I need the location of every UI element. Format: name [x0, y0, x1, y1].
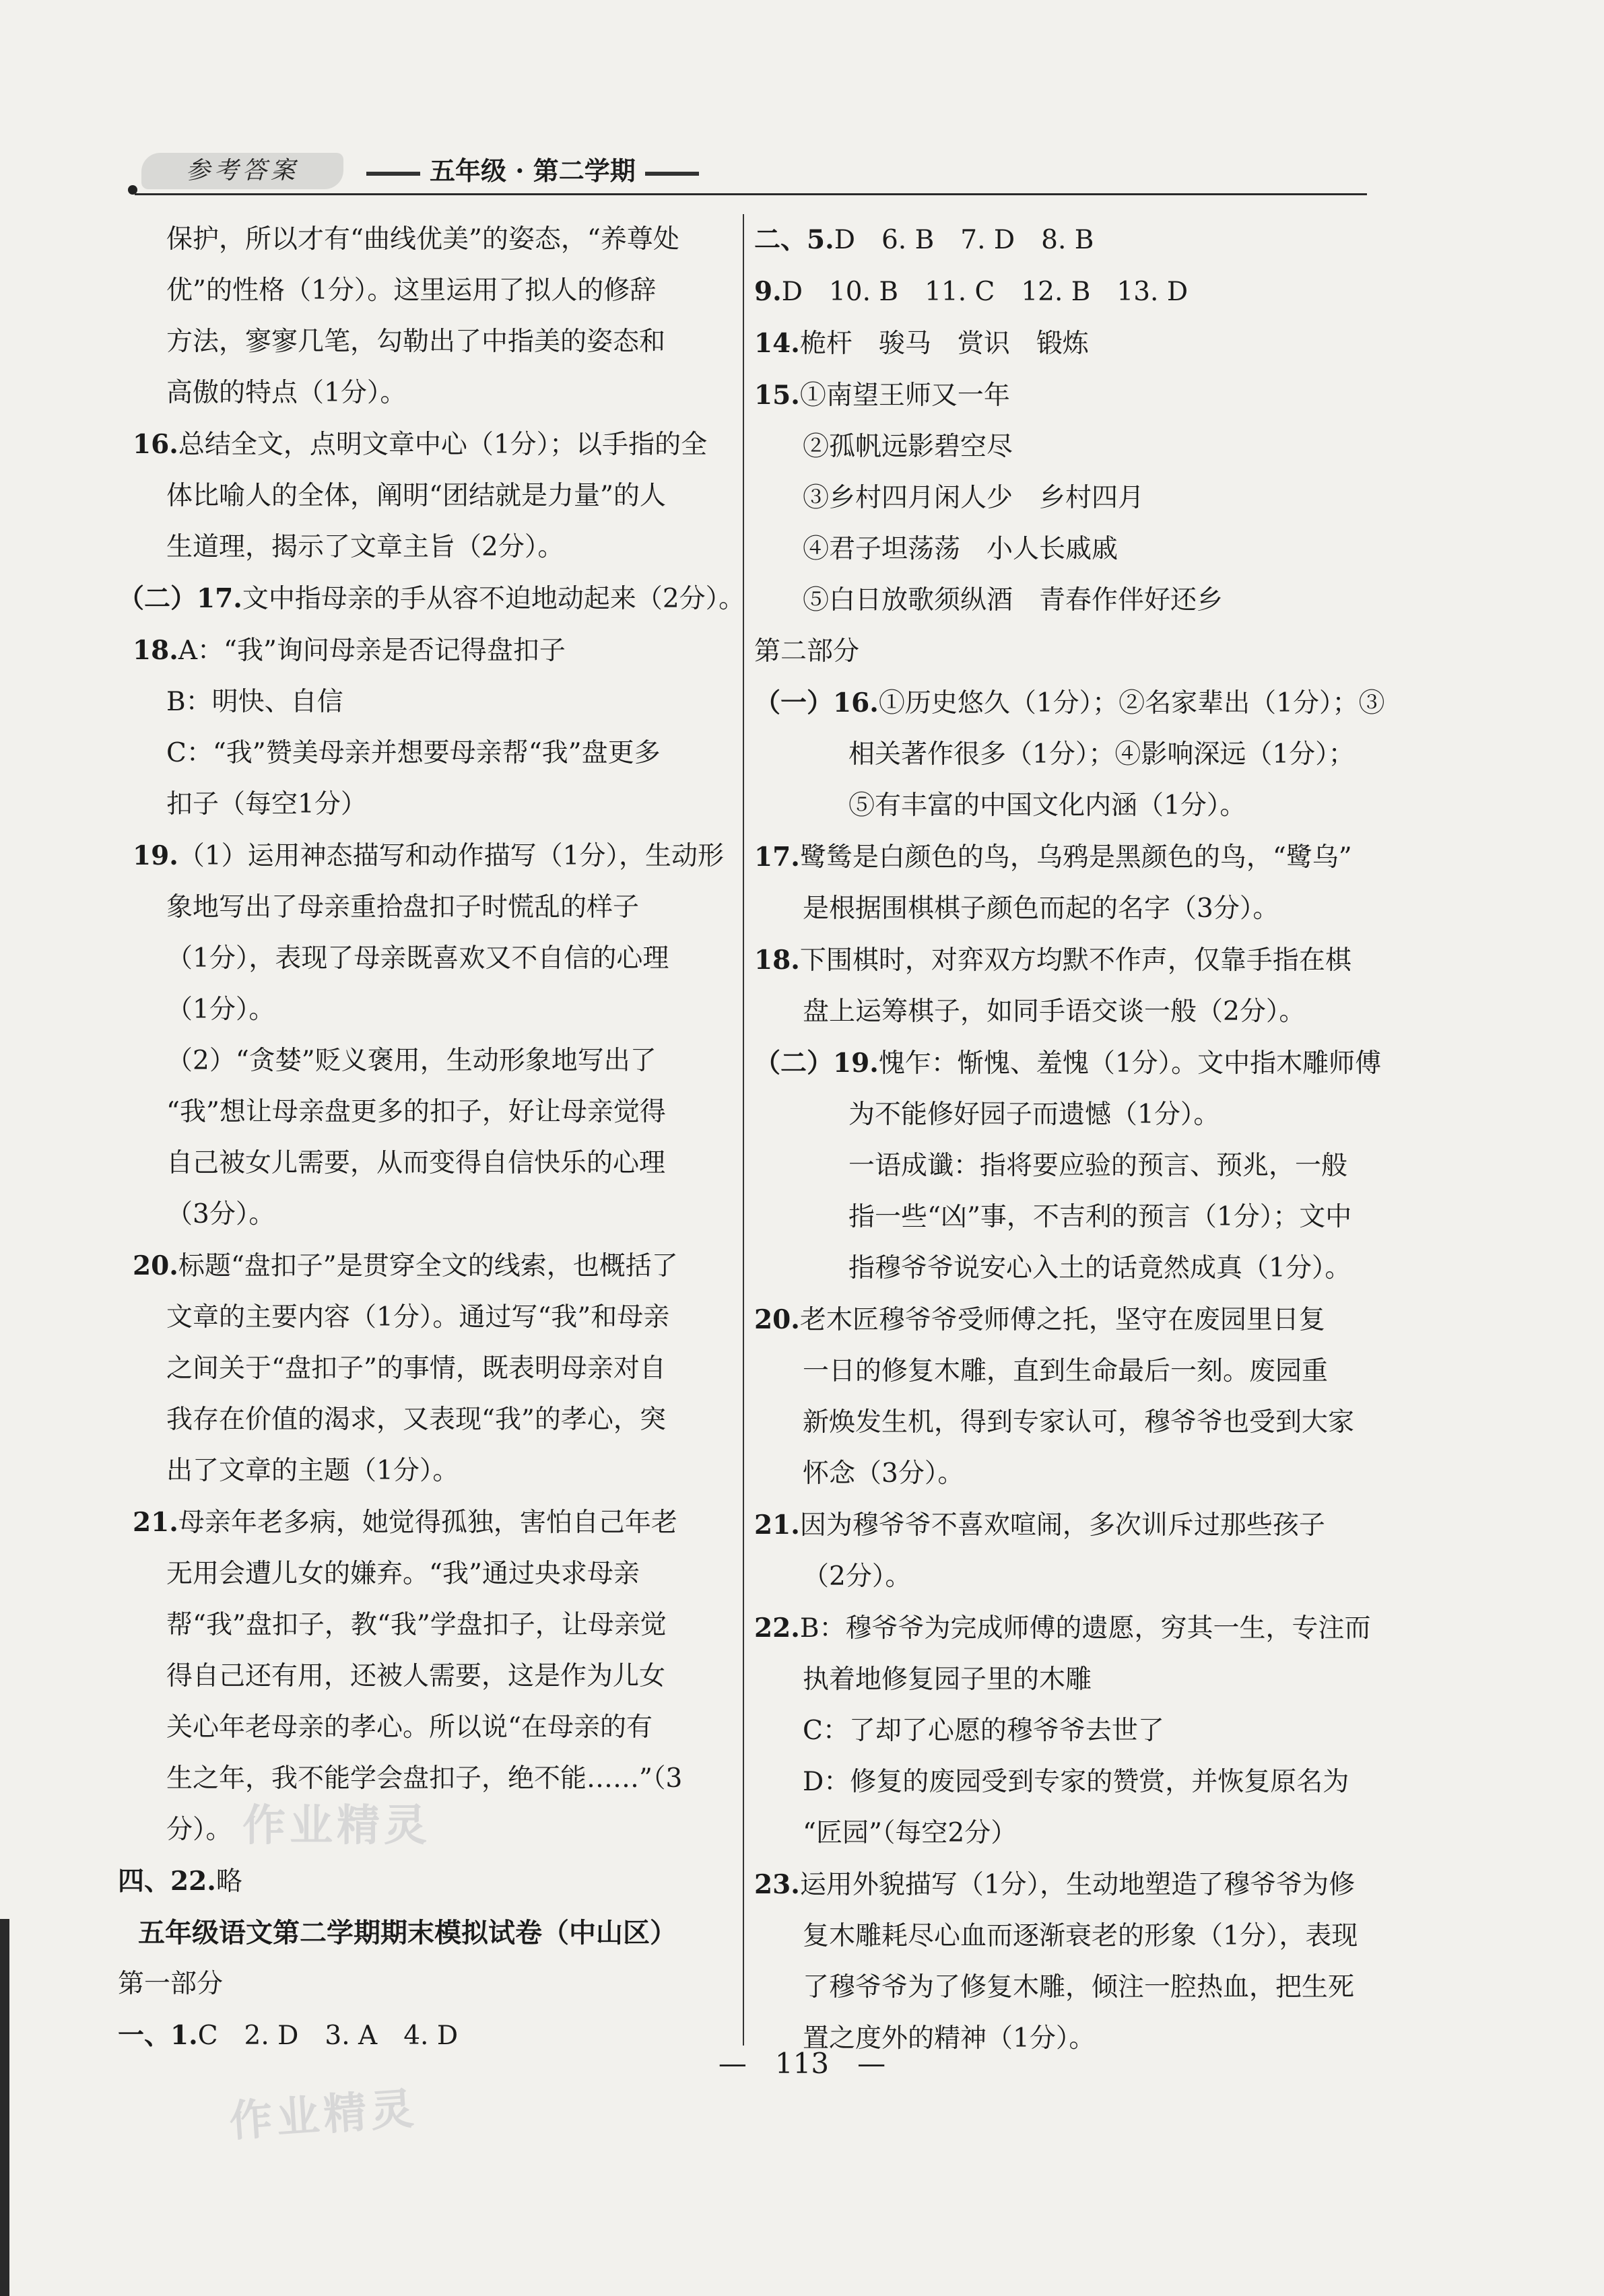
answer-text: 复木雕耗尽心血而逐渐衰老的形象（1分），表现 [803, 1921, 1358, 1951]
answer-text: 鹭鸶是白颜色的鸟，乌鸦是黑颜色的鸟，“鹭乌” [799, 842, 1352, 873]
answer-line [754, 575, 1380, 626]
answer-text: D：修复的废园受到专家的赞赏，并恢复原名为 [803, 1767, 1349, 1797]
answer-line [118, 1651, 737, 1702]
answer-text: 下围棋时，对弈双方均默不作声，仅靠手指在棋 [799, 945, 1351, 976]
answer-text: （3分）。 [166, 1199, 275, 1229]
answer-text: 之间关于“盘扣子”的事情，既表明母亲对自 [166, 1353, 666, 1384]
answer-text: 因为穆爷爷不喜欢喧闹，多次训斥过那些孩子 [799, 1510, 1325, 1541]
question-number: 15. [754, 380, 800, 411]
answer-text: 帮“我”盘扣子，教“我”学盘扣子，让母亲觉 [166, 1610, 667, 1640]
answer-line [754, 1294, 1380, 1346]
page-number: — 113 — [718, 2047, 886, 2080]
dash-left [366, 172, 420, 176]
answer-line [754, 729, 1380, 780]
answer-line [118, 1497, 737, 1549]
answer-text: 桅杆 骏马 赏识 锻炼 [799, 329, 1089, 359]
answer-text: “匠园”（每空2分） [803, 1818, 1017, 1848]
answer-text: 略 [215, 1866, 242, 1897]
answer-line [118, 368, 737, 419]
answer-line [118, 677, 737, 728]
answer-line [754, 266, 1380, 318]
question-number: 23. [754, 1869, 800, 1900]
answer-text: 执着地修复园子里的木雕 [803, 1664, 1092, 1695]
answer-text: C：“我”赞美母亲并想要母亲帮“我”盘更多 [166, 738, 661, 768]
answer-line [754, 1706, 1380, 1757]
answer-line [754, 1346, 1380, 1397]
answer-text: 生道理，揭示了文章主旨（2分）。 [166, 532, 564, 562]
question-number: 20. [754, 1304, 800, 1335]
answer-line [118, 1702, 737, 1753]
answer-line [118, 1087, 737, 1138]
answer-line [754, 677, 1385, 729]
answer-line [754, 214, 1380, 266]
answer-text: 第一部分 [118, 1969, 224, 1999]
answer-line [754, 1551, 1380, 1602]
answer-text: 我存在价值的渴求，又表现“我”的孝心，突 [166, 1405, 666, 1435]
answer-text: 关心年老母亲的孝心。所以说“在母亲的有 [166, 1712, 653, 1743]
answer-text: B：穆爷爷为完成师傅的遗愿，穷其一生，专注而 [799, 1613, 1371, 1644]
answer-text: 愧乍：惭愧、羞愧（1分）。文中指木雕师傅 [878, 1048, 1382, 1079]
answer-text: 一日的修复木雕，直到生命最后一刻。废园重 [803, 1356, 1329, 1386]
answer-text: 相关著作很多（1分）；④影响深远（1分）； [848, 739, 1355, 770]
answer-line [118, 625, 737, 677]
answer-text: 高傲的特点（1分）。 [166, 378, 407, 408]
question-number: 14. [754, 328, 800, 359]
answer-line [118, 779, 737, 830]
answer-line [118, 573, 745, 625]
answer-line [118, 1549, 737, 1600]
scan-edge [0, 1919, 9, 2296]
answer-text: 盘上运筹棋子，如同手语交谈一般（2分）。 [803, 997, 1306, 1027]
answer-text: ⑤有丰富的中国文化内涵（1分）。 [848, 790, 1246, 821]
watermark: 作业精灵 [228, 2083, 420, 2147]
answer-line [754, 1192, 1380, 1243]
watermark: 作业精灵 [242, 1800, 431, 1851]
answer-text: 指一些“凶”事，不吉利的预言（1分）；文中 [848, 1202, 1352, 1232]
answer-line [118, 1959, 737, 2010]
answer-line [118, 830, 737, 882]
answer-line [754, 524, 1380, 575]
answer-line [118, 214, 737, 265]
answer-line [754, 1448, 1380, 1499]
answer-text: 象地写出了母亲重拾盘扣子时慌乱的样子 [166, 892, 640, 922]
question-number: 16. [133, 429, 178, 460]
question-number: 21. [754, 1510, 800, 1541]
answer-line [754, 1808, 1380, 1859]
answer-text: ③乡村四月闲人少 乡村四月 [803, 483, 1145, 513]
answer-text: 无用会遭儿女的嫌弃。“我”通过央求母亲 [166, 1559, 640, 1589]
answer-text: B：明快、自信 [166, 687, 343, 717]
question-number: 一、1. [118, 2020, 198, 2051]
answer-line [118, 1343, 737, 1394]
question-number: 二、5. [754, 224, 834, 255]
answer-line [118, 984, 737, 1036]
answer-line [118, 522, 737, 573]
answer-text: 自己被女儿需要，从而变得自信快乐的心理 [166, 1148, 666, 1178]
answer-text: 文中指母亲的手从容不迫地动起来（2分）。 [242, 584, 745, 614]
answer-line [118, 1856, 737, 1907]
answer-line [754, 1243, 1380, 1294]
answer-text: 怀念（3分）。 [803, 1458, 964, 1489]
answer-text: （1）运用神态描写和动作描写（1分），生动形 [178, 841, 724, 871]
answer-line [754, 883, 1380, 935]
answer-line [118, 1138, 737, 1189]
answer-line [754, 473, 1380, 524]
answer-text: 新焕发生机，得到专家认可，穆爷爷也受到大家 [803, 1407, 1355, 1438]
answer-line [118, 1292, 737, 1343]
answer-text: 文章的主要内容（1分）。通过写“我”和母亲 [166, 1302, 670, 1332]
answer-line [754, 318, 1380, 370]
page-header [128, 145, 1367, 199]
answer-line [754, 780, 1380, 832]
answer-text: （2分）。 [803, 1561, 912, 1592]
answer-line [754, 370, 1380, 421]
answer-text: 一语成谶：指将要应验的预言、预兆，一般 [848, 1151, 1348, 1181]
answer-line [754, 1911, 1380, 1962]
answer-text: 五年级语文第二学期期末模拟试卷（中山区） [138, 1917, 677, 1949]
answer-text: 体比喻人的全体，阐明“团结就是力量”的人 [166, 481, 666, 511]
answer-text: ①南望王师又一年 [799, 380, 1010, 411]
question-number: （二）17. [118, 583, 242, 614]
answer-line [118, 1189, 737, 1240]
answer-line [118, 882, 737, 933]
answer-text: A：“我”询问母亲是否记得盘扣子 [178, 636, 566, 666]
answer-line [754, 1397, 1380, 1448]
answer-line [118, 1394, 737, 1446]
answer-line [754, 1602, 1380, 1654]
answer-text: 指穆爷爷说安心入土的话竟然成真（1分）。 [848, 1253, 1351, 1283]
question-number: 四、22. [118, 1866, 216, 1897]
answer-line [754, 1962, 1380, 2013]
answer-text: 老木匠穆爷爷受师傅之托，坚守在废园里日复 [799, 1305, 1325, 1335]
answer-line [754, 935, 1380, 986]
answer-line [118, 1600, 737, 1651]
answer-text: ④君子坦荡荡 小人长戚戚 [803, 534, 1118, 564]
answer-text: 是根据围棋棋子颜色而起的名字（3分）。 [803, 893, 1279, 924]
answer-text: 扣子（每空1分） [166, 789, 367, 819]
answer-text: 方法，寥寥几笔，勾勒出了中指美的姿态和 [166, 327, 666, 357]
question-number: 19. [133, 840, 178, 871]
answer-line [118, 1240, 737, 1292]
answer-key-badge: 参考答案 [141, 153, 343, 189]
answer-text: 保护，所以才有“曲线优美”的姿态，“养尊处 [166, 224, 679, 255]
answer-text: 得自己还有用，还被人需要，这是作为儿女 [166, 1661, 666, 1691]
answer-line [118, 728, 737, 779]
column-divider [743, 214, 744, 2046]
answer-line [118, 1036, 737, 1087]
answer-line [118, 1907, 737, 1959]
answer-text: （2）“贪婪”贬义褒用，生动形象地写出了 [166, 1046, 657, 1076]
answer-line [754, 1859, 1380, 1911]
question-number: 17. [754, 842, 800, 873]
answer-line [118, 419, 737, 471]
answer-line [754, 986, 1380, 1038]
answer-line [754, 1757, 1380, 1808]
answer-line [754, 626, 1380, 677]
answer-text: 标题“盘扣子”是贯穿全文的线索，也概括了 [178, 1251, 678, 1281]
answer-line [118, 316, 737, 368]
answer-text: 为不能修好园子而遗憾（1分）。 [848, 1100, 1220, 1130]
answer-line [754, 1654, 1380, 1706]
page-number-value: 113 [774, 2047, 830, 2080]
answer-text: D 6. B 7. D 8. B [834, 225, 1094, 255]
answer-line [754, 1038, 1380, 1089]
question-number: （一）16. [754, 687, 879, 718]
question-number: 18. [133, 635, 178, 666]
answer-text: C：了却了心愿的穆爷爷去世了 [803, 1716, 1164, 1746]
answer-text: D 10. B 11. C 12. B 13. D [781, 277, 1189, 307]
answer-line [118, 471, 737, 522]
answer-line [754, 1089, 1380, 1141]
answer-text: 母亲年老多病，她觉得孤独，害怕自己年老 [178, 1508, 677, 1538]
answer-text: 了穆爷爷为了修复木雕，倾注一腔热血，把生死 [803, 1972, 1355, 2002]
answer-text: 置之度外的精神（1分）。 [803, 2023, 1096, 2054]
answer-text: ①历史悠久（1分）；②名家辈出（1分）；③ [878, 688, 1385, 718]
answer-text: “我”想让母亲盘更多的扣子，好让母亲觉得 [166, 1097, 666, 1127]
answer-text: 第二部分 [754, 636, 860, 667]
answer-text: （1分）。 [166, 994, 275, 1025]
answer-line [118, 1446, 737, 1497]
left-column [118, 214, 745, 2062]
answer-line [754, 832, 1380, 883]
answer-line [754, 421, 1380, 473]
answer-line [118, 933, 737, 984]
answer-text: 分）。 [166, 1815, 232, 1845]
answer-text: 优”的性格（1分）。这里运用了拟人的修辞 [166, 275, 657, 306]
dash-right [645, 172, 699, 176]
answer-line [754, 1499, 1380, 1551]
answer-line [754, 1141, 1380, 1192]
question-number: 20. [133, 1250, 178, 1281]
answer-text: 出了文章的主题（1分）。 [166, 1456, 459, 1486]
right-column [754, 214, 1385, 2064]
grade-label [357, 150, 708, 187]
question-number: 22. [754, 1613, 800, 1644]
question-number: 9. [754, 276, 782, 307]
answer-text: ②孤帆远影碧空尽 [803, 432, 1013, 462]
answer-text: （1分），表现了母亲既喜欢又不自信的心理 [166, 943, 669, 974]
answer-line [118, 265, 737, 316]
answer-text: 运用外貌描写（1分），生动地塑造了穆爷爷为修 [799, 1870, 1356, 1900]
answer-text: C 2. D 3. A 4. D [197, 2021, 459, 2051]
answer-text: 生之年，我不能学会盘扣子，绝不能……”（3 [166, 1763, 683, 1794]
question-number: （二）19. [754, 1048, 879, 1079]
question-number: 21. [133, 1507, 178, 1538]
answer-text: 总结全文，点明文章中心（1分）；以手指的全 [178, 430, 708, 460]
question-number: 18. [754, 945, 800, 976]
grade-text: 五年级 · 第二学期 [430, 156, 636, 186]
header-rule [135, 193, 1367, 195]
answer-text: ⑤白日放歌须纵酒 青春作伴好还乡 [803, 585, 1224, 615]
